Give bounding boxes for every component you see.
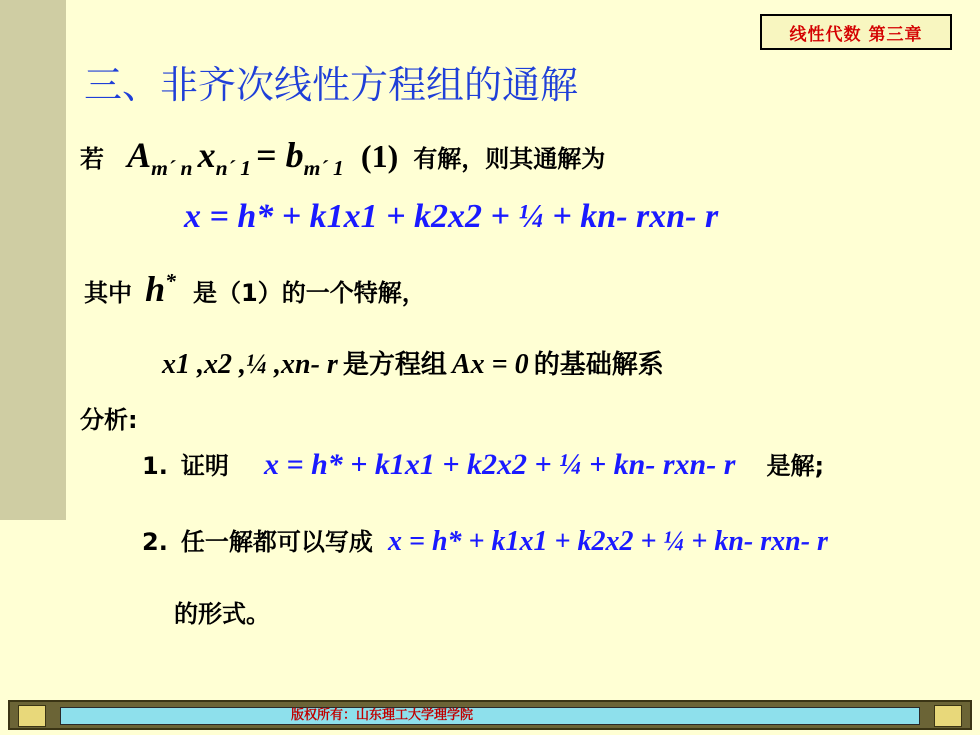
- solution-formula: x = h* + k1x1 + k2x2 + ¼ + kn- rxn- r: [388, 526, 828, 557]
- h-star: h*: [145, 269, 176, 309]
- footer-cap-right: [934, 705, 962, 727]
- solution-vectors: x1 ,x2 ,¼ ,xn- r: [162, 349, 338, 380]
- page-title: 三、非齐次线性方程组的通解: [84, 63, 579, 107]
- suffix-text: 是（1）的一个特解，: [193, 279, 426, 307]
- general-solution-formula: x = h* + k1x1 + k2x2 + ¼ + kn- rxn- r: [184, 198, 719, 235]
- prefix-text: 其中: [84, 279, 132, 307]
- vector-b: $b_{m´ 1}$: [285, 135, 344, 181]
- vector-x: $x_{n´ 1}$: [197, 135, 252, 181]
- homogeneous-equation: Ax = 0: [452, 349, 529, 380]
- equation-line: [80, 134, 605, 181]
- item-text: 证明: [180, 452, 229, 480]
- prefix-text: 若: [80, 145, 104, 173]
- equation-label: (1): [360, 138, 399, 174]
- item-text: 任一解都可以写成: [180, 528, 373, 556]
- analysis-label: 分析:: [80, 406, 138, 434]
- footer-bar: [8, 700, 972, 730]
- chapter-tag: 线性代数 第三章: [760, 14, 952, 50]
- equals-sign: =: [256, 135, 286, 175]
- form-text: 的形式。: [174, 600, 270, 628]
- item-number: 2.: [142, 528, 168, 556]
- text: 的基础解系: [533, 350, 664, 380]
- solution-formula: x = h* + k1x1 + k2x2 + ¼ + kn- rxn- r: [264, 448, 736, 481]
- left-decorative-bar: [0, 0, 66, 520]
- suffix-text: 有解，则其通解为: [413, 145, 606, 173]
- item-number: 1.: [142, 452, 168, 480]
- fundamental-system-line: [162, 344, 664, 381]
- footer-cap-left: [18, 705, 46, 727]
- item-suffix: 是解;: [766, 452, 825, 480]
- footer-text: 版权所有：山东理工大学理学院: [60, 707, 920, 725]
- particular-solution-line: [84, 268, 426, 310]
- item-1: [142, 446, 824, 482]
- text: 是方程组: [342, 350, 447, 380]
- matrix-a: $A_{m´ n}$: [127, 135, 193, 181]
- item-2: [142, 522, 828, 558]
